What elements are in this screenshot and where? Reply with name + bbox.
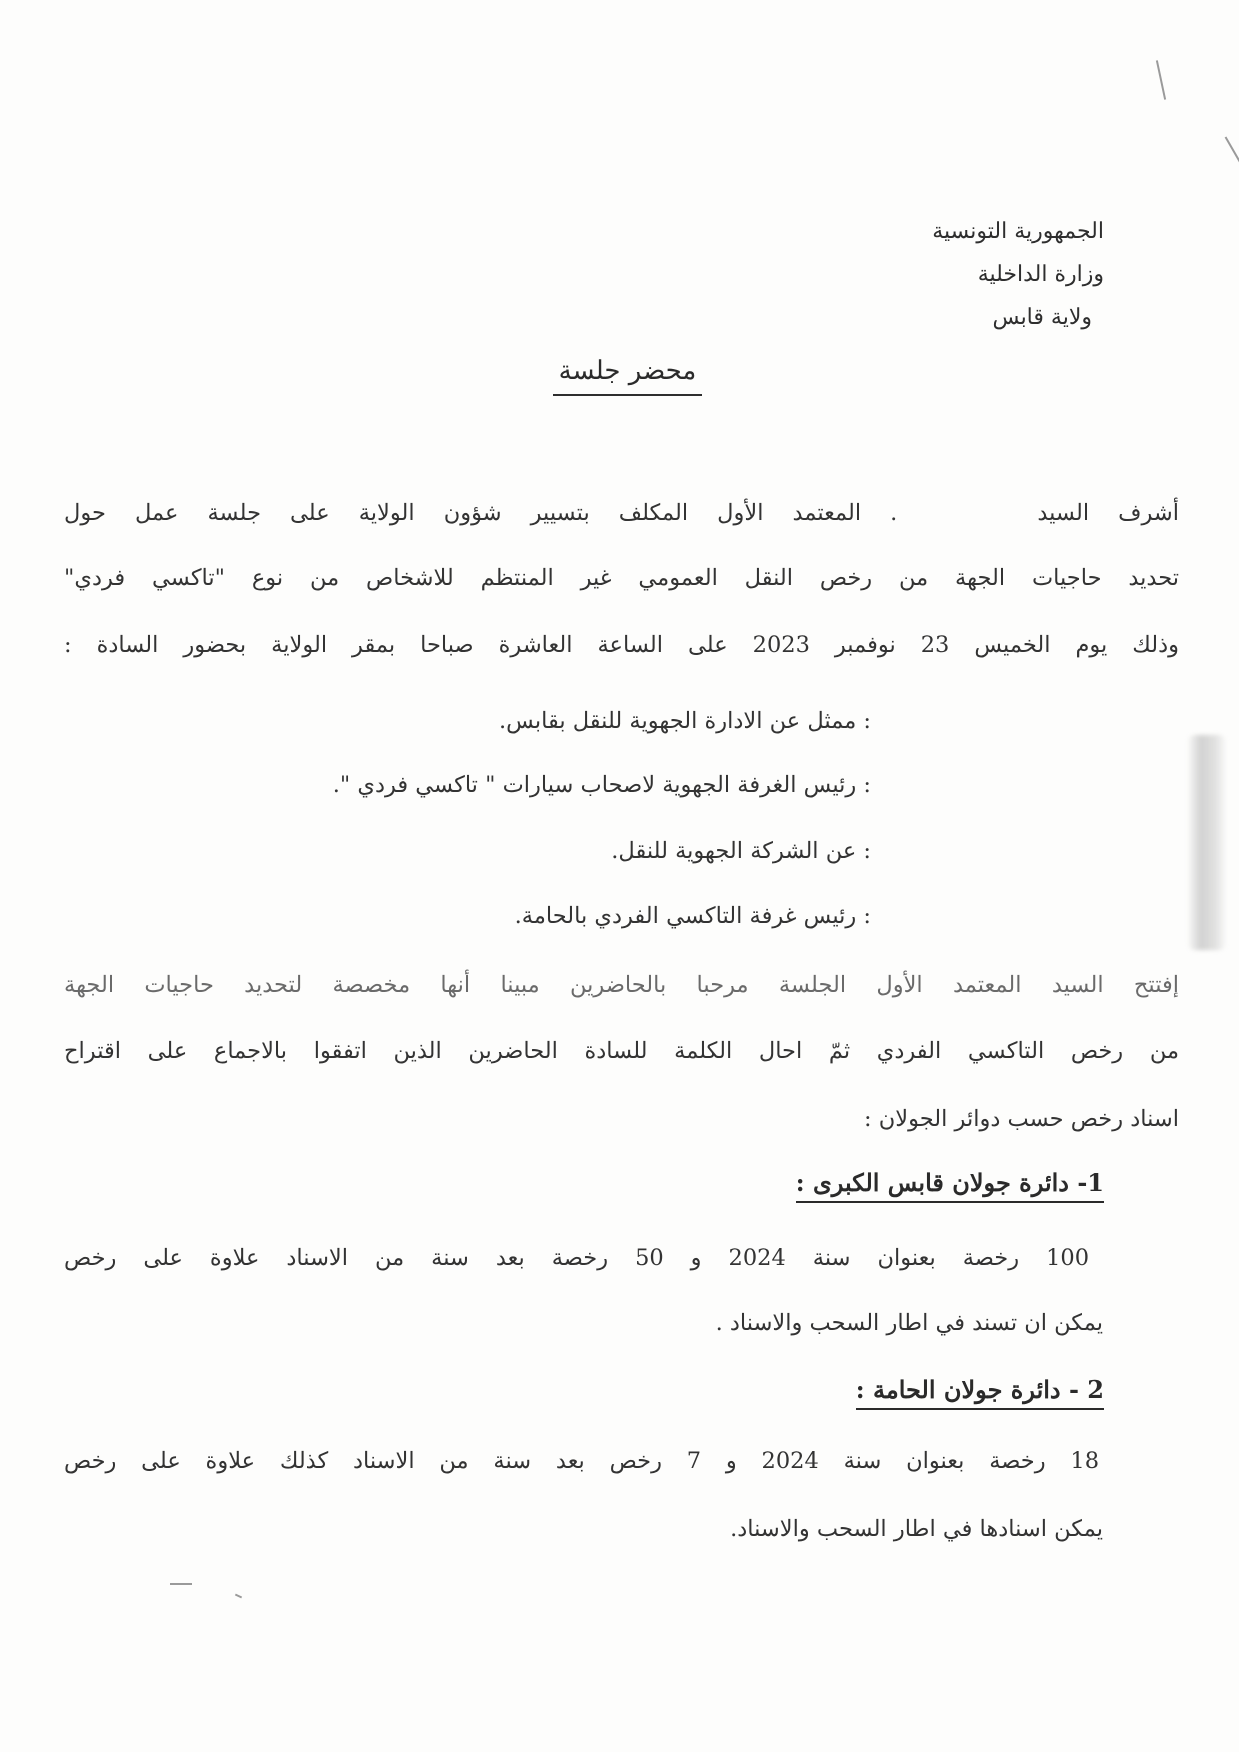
intro-line-1-b: . المعتمد الأول المكلف بتسيير شؤون الولاية على جلسة عمل حول [64, 500, 898, 526]
letterhead-governorate: ولاية قابس [992, 305, 1092, 330]
scan-mark [1156, 60, 1166, 100]
scan-mark [1225, 137, 1239, 164]
attendee-2: : رئيس الغرفة الجهوية لاصحاب سيارات " تاكسي فردي ". [332, 772, 871, 798]
section-2-line-1: 18 رخصة بعنوان سنة 2024 و 7 رخص بعد سنة من الاسناد كذلك علاوة على رخص [64, 1448, 1100, 1474]
scan-smudge [1187, 735, 1227, 950]
intro-line-1 [64, 500, 1179, 526]
attendee-3: : عن الشركة الجهوية للنقل. [611, 838, 871, 864]
letterhead-country: الجمهورية التونسية [932, 219, 1104, 244]
intro-line-2: تحديد حاجيات الجهة من رخص النقل العمومي غير المنتظم للاشخاص من نوع "تاكسي فردي" [64, 565, 1179, 591]
section-1-heading: 1- دائرة جولان قابس الكبرى : [796, 1168, 1104, 1197]
scan-mark [235, 1594, 242, 1599]
letterhead-ministry: وزارة الداخلية [977, 262, 1104, 287]
scan-mark [170, 1583, 192, 1585]
opening-line-3: اسناد رخص حسب دوائر الجولان : [864, 1106, 1179, 1132]
section-2-heading: 2 - دائرة جولان الحامة : [856, 1375, 1104, 1404]
opening-line-2: من رخص التاكسي الفردي ثمّ احال الكلمة للسادة الحاضرين الذين اتفقوا بالاجماع على اقتراح [64, 1038, 1179, 1064]
letterhead [932, 210, 1104, 339]
section-1-line-1: 100 رخصة بعنوان سنة 2024 و 50 رخصة بعد سنة من الاسناد علاوة على رخص [64, 1245, 1090, 1271]
section-2-line-2: يمكن اسنادها في اطار السحب والاسناد. [730, 1516, 1103, 1542]
intro-line-3: وذلك يوم الخميس 23 نوفمبر 2023 على الساعة العاشرة صباحا بمقر الولاية بحضور السادة : [64, 632, 1179, 658]
document-title: محضر جلسة [0, 356, 1239, 396]
opening-line-1: إفتتح السيد المعتمد الأول الجلسة مرحبا بالحاضرين مبينا أنها مخصصة لتحديد حاجيات الجهة [64, 972, 1179, 998]
attendee-1: : ممثل عن الادارة الجهوية للنقل بقابس. [498, 708, 871, 734]
attendee-4: : رئيس غرفة التاكسي الفردي بالحامة. [514, 903, 871, 929]
section-1-line-2: يمكن ان تسند في اطار السحب والاسناد . [715, 1310, 1103, 1336]
intro-line-1-a: أشرف السيد [1037, 500, 1179, 526]
